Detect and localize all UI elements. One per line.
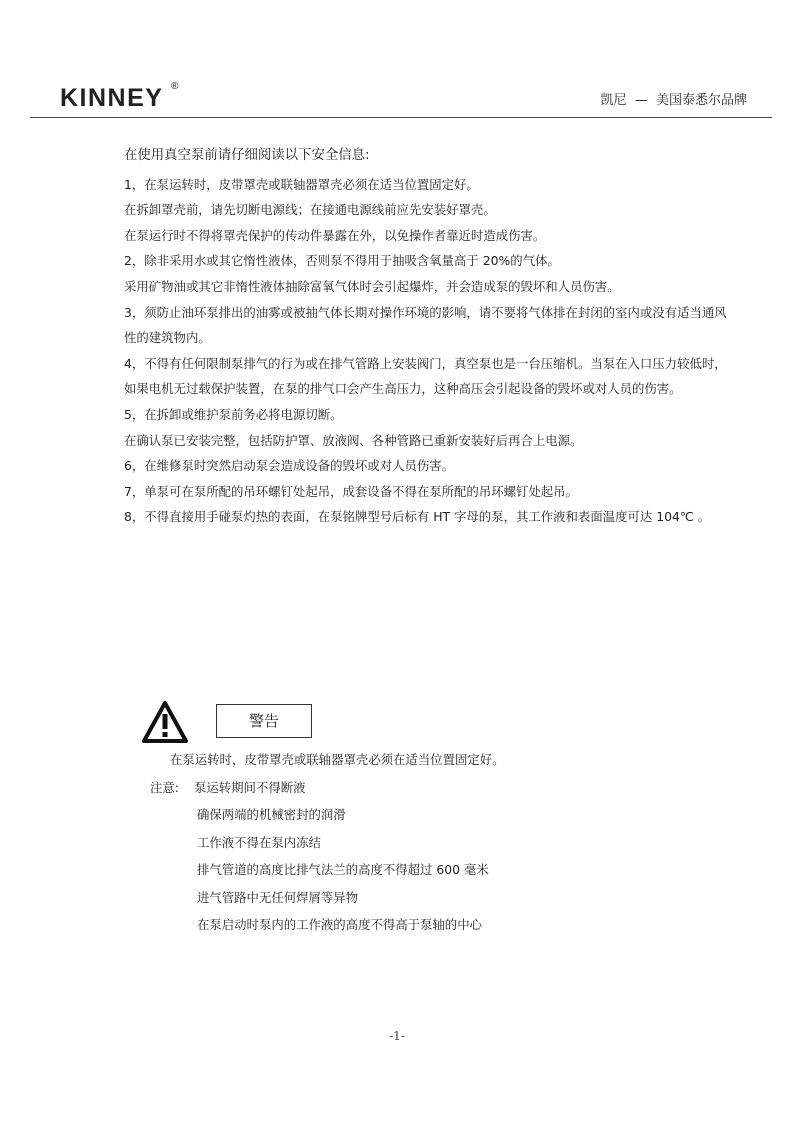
notes-label: 注意: [150, 780, 179, 795]
safety-content [124, 143, 734, 530]
registered-trademark-mark: ® [171, 81, 179, 92]
note-item: 泵运转期间不得断液 [194, 780, 306, 795]
note-item: 排气管道的高度比排气法兰的高度不得超过 600 毫米 [197, 862, 489, 877]
company-logo: KINNEY [60, 84, 164, 112]
warning-text: 在泵运转时，皮带罩壳或联轴器罩壳必须在适当位置固定好。 [170, 752, 505, 767]
page-number: -1- [389, 1029, 405, 1043]
paragraph: 在确认泵已安装完整，包括防护罩、放液阀、各种管路已重新安装好后再合上电源。 [124, 432, 583, 448]
note-first-line [150, 778, 710, 805]
paragraph: 5，在拆卸或维护泵前务必将电源切断。 [124, 406, 343, 422]
warning-triangle-icon [142, 700, 188, 744]
note-item: 进气管路中无任何焊屑等异物 [197, 889, 359, 905]
paragraph: 采用矿物油或其它非惰性液体抽除富氧气体时会引起爆炸，并会造成泵的毁坏和人员伤害。 [124, 278, 620, 294]
notes-section [150, 778, 710, 943]
header-divider [30, 117, 772, 118]
header-brand-line: 凯尼 — 美国泰悉尔品牌 [600, 93, 747, 108]
paragraph: 8，不得直接用手碰泵灼热的表面，在泵铭牌型号后标有 HT 字母的泵，其工作液和表面温度可达 104℃ 。 [124, 509, 711, 525]
paragraph: 4，不得有任何限制泵排气的行为或在排气管路上安装阀门，真空泵也是一台压缩机。当泵在入口压力较低时，如果电机无过载保护装置，在泵的排气口会产生高压力，这种高压会引起设备的毁坏或对人员的伤害。 [124, 355, 727, 397]
paragraph: 3，须防止油环泵排出的油雾或被抽气体长期对操作环境的影响，请不要将气体排在封闭的室内或没有适当通风性的建筑物内。 [124, 304, 727, 346]
note-item: 工作液不得在泵内冻结 [197, 834, 321, 850]
paragraph: 在拆卸罩壳前，请先切断电源线；在接通电源线前应先安装好罩壳。 [124, 202, 496, 218]
paragraph: 1，在泵运转时，皮带罩壳或联轴器罩壳必须在适当位置固定好。 [124, 176, 479, 192]
paragraph: 7，单泵可在泵所配的吊环螺钉处起吊，成套设备不得在泵所配的吊环螺钉处起吊。 [124, 483, 578, 499]
paragraph: 6，在维修泵时突然启动泵会造成设备的毁坏或对人员伤害。 [124, 458, 455, 474]
paragraph: 在泵运行时不得将罩壳保护的传动件暴露在外，以免操作者靠近时造成伤害。 [124, 227, 546, 243]
paragraph: 2，除非采用水或其它惰性液体，否则泵不得用于抽吸含氧量高于 20%的气体。 [124, 253, 560, 269]
warning-label-box: 警告 [216, 704, 312, 738]
note-item: 在泵启动时泵内的工作液的高度不得高于泵轴的中心 [197, 917, 482, 932]
intro-title: 在使用真空泵前请仔细阅读以下安全信息: [124, 148, 370, 163]
note-item: 确保两端的机械密封的润滑 [197, 807, 346, 822]
